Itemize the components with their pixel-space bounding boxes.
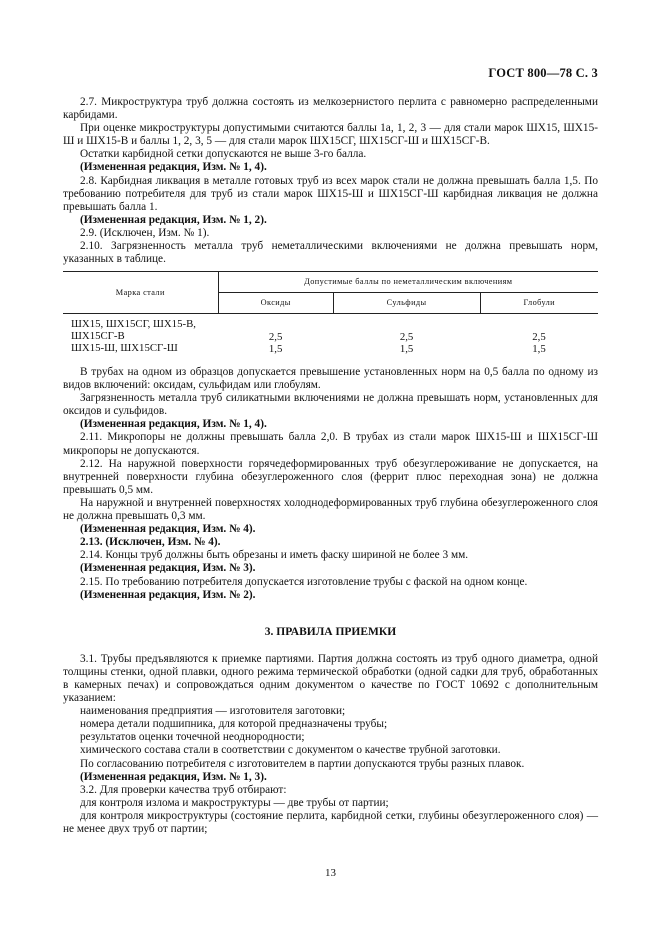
amendment-note: (Измененная редакция, Изм. № 3). — [80, 562, 256, 575]
document-body — [63, 96, 598, 836]
paragraph: 2.12. На наружной поверхности горячедеформированных труб обезуглероживание не допускается, на внутренней поверхности глубина обезуглероженного слоя (феррит плюс переходная зона) не должна превышать 0,5 мм. — [63, 457, 598, 496]
section-2-text-before-table — [63, 96, 598, 266]
paragraph: 3.1. Трубы предъявляются к приемке партиями. Партия должна состоять из труб одного диаметра, одной толщины стенки, одной плавки, одного режима термической обработки (одной садки для труб, обработанных в камерных печах) и сопровождаться одним документом о качестве по ГОСТ 10692 с дополнительным указанием: — [63, 652, 598, 705]
paragraph: По согласованию потребителя с изготовителем в партии допускаются трубы разных плавок. — [80, 757, 525, 770]
section-3-text — [63, 653, 598, 836]
oxides-value: 2,5 — [268, 331, 283, 344]
paragraph: 2.11. Микропоры не должны превышать балла 2,0. В трубах из стали марок ШХ15-Ш и ШХ15СГ-Ш микропоры не допускаются. — [63, 431, 598, 457]
table-row — [63, 314, 598, 356]
amendment-note: (Измененная редакция, Изм. № 1, 3). — [80, 770, 267, 783]
amendment-note: (Измененная редакция, Изм. № 1, 4). — [80, 418, 267, 431]
cell-globules — [480, 314, 598, 356]
paragraph: наименования предприятия — изготовителя заготовки; — [80, 705, 346, 718]
table-header-sulfides: Сульфиды — [333, 293, 480, 314]
table-header-globules: Глобули — [480, 293, 598, 314]
paragraph: При оценке микроструктуры допустимыми считаются баллы 1а, 1, 2, 3 — для стали марок ШХ15, ШХ15-Ш и ШХ15-В и баллы 1, 2, 3, 5 — для стали марок ШХ15СГ, ШХ15СГ-Ш и ШХ15СГ-В. — [63, 122, 598, 148]
paragraph: химического состава стали в соответствии с документом о качестве трубной заготовки. — [80, 744, 501, 757]
amendment-note: 2.13. (Исключен, Изм. № 4). — [80, 536, 221, 549]
steel-grade-line: ШХ15-Ш, ШХ15СГ-Ш — [71, 342, 178, 354]
globules-value: 2,5 — [532, 331, 546, 344]
paragraph: 3.2. Для проверки качества труб отбирают: — [80, 783, 287, 796]
amendment-note: (Измененная редакция, Изм. № 4). — [80, 523, 256, 536]
section-3-title: 3. ПРАВИЛА ПРИЕМКИ — [264, 625, 397, 638]
amendment-note: (Измененная редакция, Изм. № 2). — [80, 588, 256, 601]
paragraph: 2.8. Карбидная ликвация в металле готовых труб из всех марок стали не должна превышать балла 1,5. По требованию потребителя для труб из стали марок ШХ15-Ш и ШХ15СГ-Ш карбидная ликвация не должна превышать балла 1. — [63, 174, 598, 213]
paragraph: для контроля излома и макроструктуры — две трубы от партии; — [80, 796, 389, 809]
paragraph: В трубах на одном из образцов допускается превышение установленных норм на 0,5 балла по одному из видов включений: оксидам, сульфидам или глобулям. — [63, 366, 598, 392]
paragraph: 2.14. Концы труб должны быть обрезаны и иметь фаску шириной не более 3 мм. — [80, 549, 469, 562]
inclusions-table — [63, 271, 598, 356]
sulfides-value: 1,5 — [399, 343, 414, 356]
table-header-grade: Марка стали — [63, 272, 218, 314]
paragraph: На наружной и внутренней поверхностях холоднодеформированных труб глубина обезуглероженного слоя не должна превышать 0,3 мм. — [63, 496, 598, 523]
paragraph: 2.15. По требованию потребителя допускается изготовление трубы с фаской на одном конце. — [80, 575, 528, 588]
paragraph: 2.7. Микроструктура труб должна состоять из мелкозернистого перлита с равномерно распределенными карбидами. — [63, 96, 598, 122]
paragraph: 2.10. Загрязненность металла труб неметаллическими включениями не должна превышать норм, указанных в таблице. — [63, 240, 598, 266]
page-number: 13 — [325, 867, 336, 879]
sulfides-value: 2,5 — [399, 331, 414, 344]
steel-grade-line: ШХ15СГ-В — [71, 330, 125, 343]
table-header-oxides: Оксиды — [218, 293, 333, 314]
section-2-text-after-table — [63, 366, 598, 602]
paragraph: Остатки карбидной сетки допускаются не выше 3-го балла. — [80, 148, 367, 161]
paragraph: 2.9. (Исключен, Изм. № 1). — [80, 226, 210, 239]
paragraph: результатов оценки точечной неоднородности; — [80, 731, 305, 744]
table-body — [63, 314, 598, 356]
cell-steel-grade — [63, 314, 218, 356]
oxides-value: 1,5 — [268, 343, 283, 356]
cell-sulfides — [333, 314, 480, 356]
amendment-note: (Измененная редакция, Изм. № 1, 4). — [80, 161, 267, 174]
globules-value: 1,5 — [532, 343, 546, 356]
amendment-note: (Измененная редакция, Изм. № 1, 2). — [80, 213, 267, 226]
paragraph: для контроля микроструктуры (состояние перлита, карбидной сетки, глубины обезуглероженного слоя) — не менее двух труб от партии; — [63, 809, 598, 835]
table-header-group: Допустимые баллы по неметаллическим включениям — [218, 272, 598, 293]
steel-grade-line: ШХ15, ШХ15СГ, ШХ15-В, — [71, 318, 196, 331]
paragraph: номера детали подшипника, для которой предназначены трубы; — [80, 718, 388, 731]
page-header: ГОСТ 800—78 С. 3 — [488, 66, 598, 80]
cell-oxides — [218, 314, 333, 356]
paragraph: Загрязненность металла труб силикатными включениями не должна превышать норм, установленных для оксидов и сульфидов. — [63, 392, 598, 418]
